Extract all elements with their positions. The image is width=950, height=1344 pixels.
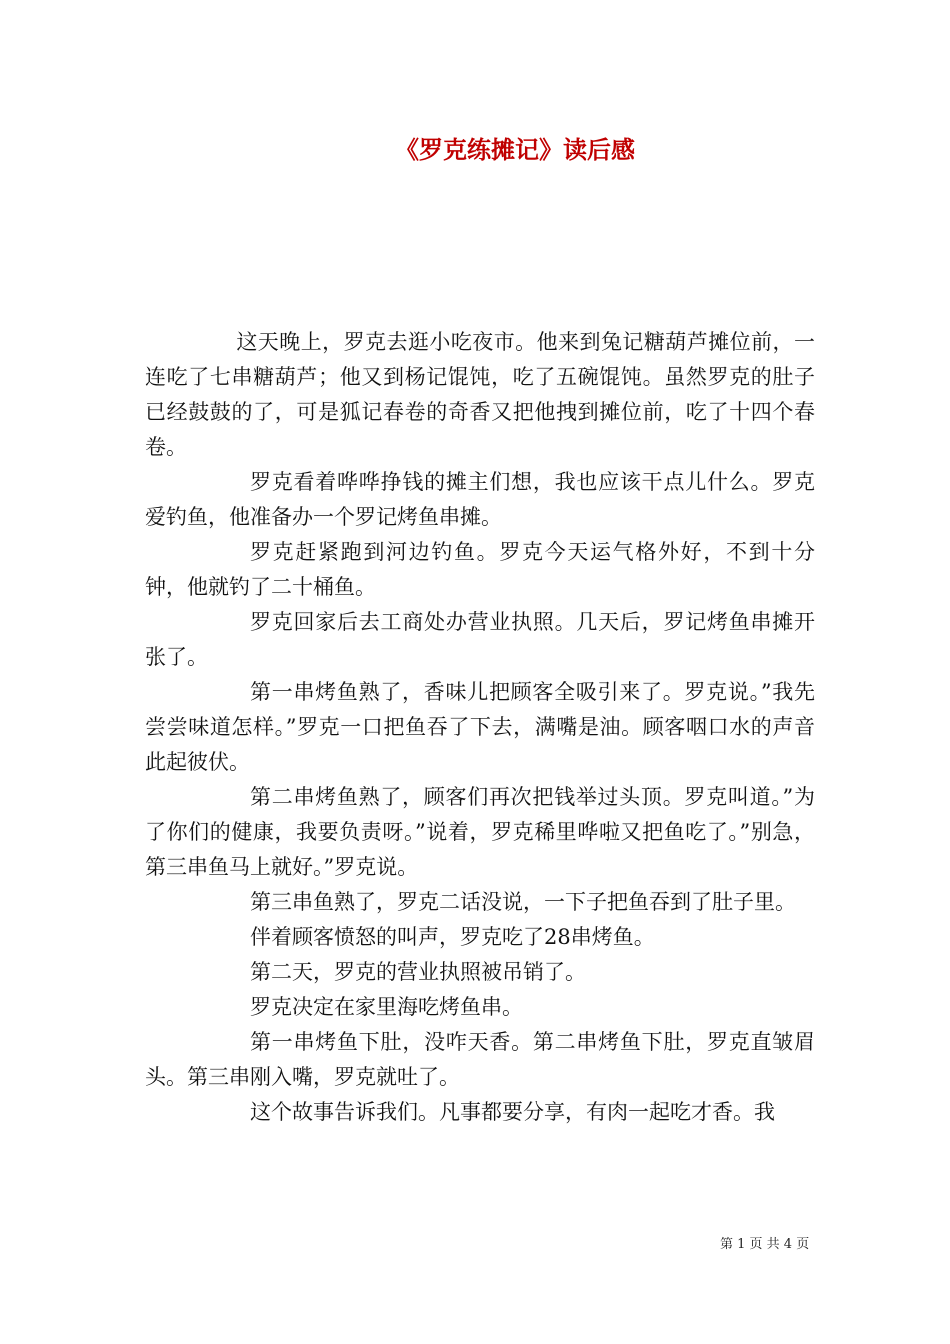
paragraph-9: 第二天，罗克的营业执照被吊销了。 [250,960,586,984]
paragraph-6: 第二串烤鱼熟了，顾客们再次把钱举过头顶。罗克叫道。”为了你们的健康，我要负责呀。”说着，罗克稀里哗啦又把鱼吃了。”别急，第三串鱼马上就好。”罗克说。 [145,785,815,879]
paragraph-2: 罗克看着哗哗挣钱的摊主们想，我也应该干点儿什么。罗克爱钓鱼，他准备办一个罗记烤鱼串摊。 [145,470,815,529]
paragraph-1: 这天晚上，罗克去逛小吃夜市。他来到兔记糖葫芦摊位前，一连吃了七串糖葫芦；他又到杨记馄饨，吃了五碗馄饨。虽然罗克的肚子已经鼓鼓的了，可是狐记春卷的奇香又把他拽到摊位前，吃了十四个春卷。 [145,330,815,459]
paragraph-8: 伴着顾客愤怒的叫声，罗克吃了28串烤鱼。 [250,925,655,949]
paragraph-11: 第一串烤鱼下肚，没咋天香。第二串烤鱼下肚，罗克直皱眉头。第三串刚入嘴，罗克就吐了。 [145,1030,815,1089]
paragraph-12: 这个故事告诉我们。凡事都要分享，有肉一起吃才香。我 [250,1100,775,1124]
paragraph-3: 罗克赶紧跑到河边钓鱼。罗克今天运气格外好，不到十分钟，他就钓了二十桶鱼。 [145,540,815,599]
paragraph-10: 罗克决定在家里海吃烤鱼串。 [250,995,523,1019]
paragraph-5: 第一串烤鱼熟了，香味儿把顾客全吸引来了。罗克说。”我先尝尝味道怎样。”罗克一口把鱼吞了下去，满嘴是油。顾客咽口水的声音此起彼伏。 [145,680,815,774]
page-number: 第 1 页 共 4 页 [720,1237,810,1252]
paragraph-4: 罗克回家后去工商处办营业执照。几天后，罗记烤鱼串摊开张了。 [145,610,815,669]
document-title: 《罗克练摊记》读后感 [395,135,635,164]
document-body [145,325,815,1130]
paragraph-7: 第三串鱼熟了，罗克二话没说，一下子把鱼吞到了肚子里。 [250,890,796,914]
